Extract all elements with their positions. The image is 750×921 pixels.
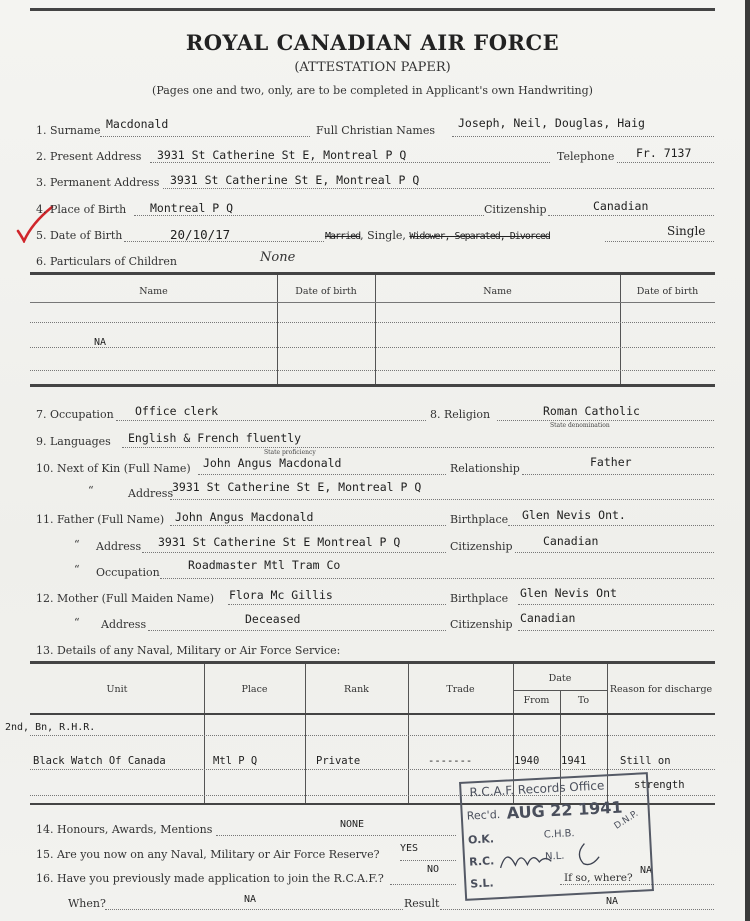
mother-citizenship-value: Canadian — [520, 611, 576, 625]
honours-value: NONE — [340, 819, 365, 830]
children-label: 6. Particulars of Children — [36, 255, 177, 268]
father-name-line — [170, 525, 446, 526]
marital-single-option: , Single, — [360, 229, 410, 242]
religion-line — [497, 420, 714, 421]
children-header-dob-1: Date of birth — [295, 286, 357, 297]
service-row-2-to: 1941 — [561, 755, 587, 767]
surname-label: 1. Surname — [36, 124, 101, 137]
service-table-top-rule — [30, 661, 715, 664]
stamp-nl-label: N.L. — [544, 850, 565, 863]
service-header-from: From — [523, 695, 550, 706]
marital-status-value: Single — [667, 224, 706, 238]
mother-birthplace-label: Birthplace — [450, 592, 509, 605]
form-instruction: (Pages one and two, only, are to be completed in Applicant's own Handwriting) — [152, 84, 593, 97]
father-citizenship-line — [515, 552, 714, 553]
service-row-2-unit: Black Watch Of Canada — [33, 755, 166, 767]
permanent-address-line — [163, 188, 714, 189]
reserve-value: YES — [400, 843, 419, 854]
father-name-value: John Angus Macdonald — [175, 510, 314, 524]
next-of-kin-label: 10. Next of Kin (Full Name) — [36, 462, 191, 475]
stamp-ok-label: O.K. — [467, 832, 495, 847]
religion-label: 8. Religion — [430, 408, 491, 421]
ditto-mark: “ — [74, 563, 80, 576]
service-row-3-reason: strength — [634, 779, 685, 791]
page-edge — [745, 0, 750, 921]
service-header-date: Date — [548, 673, 572, 684]
marital-struck-other: Widower, Separated, Divorced — [409, 231, 550, 242]
surname-line — [100, 136, 310, 137]
children-row-line — [30, 347, 715, 348]
place-of-birth-value: Montreal P Q — [150, 201, 234, 215]
present-address-label: 2. Present Address — [36, 150, 142, 163]
mother-birthplace-line — [518, 604, 714, 605]
citizenship-line — [548, 215, 714, 216]
children-row-line — [30, 322, 715, 323]
records-office-stamp — [459, 772, 654, 901]
signature-scribble-icon — [494, 831, 636, 878]
ditto-mark: “ — [74, 538, 80, 551]
if-so-where-value: NA — [640, 865, 653, 876]
previous-application-value: NO — [427, 864, 440, 875]
occupation-value: Office clerk — [135, 404, 219, 418]
mother-address-value: Deceased — [245, 612, 301, 626]
children-row-line — [30, 370, 715, 371]
nok-address-line — [170, 499, 714, 500]
service-header-place: Place — [241, 684, 268, 695]
nok-address-value: 3931 St Catherine St E, Montreal P Q — [172, 480, 422, 494]
telephone-value: Fr. 7137 — [636, 146, 692, 160]
marital-line — [605, 241, 714, 242]
mother-citizenship-label: Citizenship — [450, 618, 513, 631]
relationship-value: Father — [590, 455, 632, 469]
children-header-name-2: Name — [483, 286, 512, 297]
father-occupation-line — [160, 578, 714, 579]
children-table-top-rule — [30, 272, 715, 275]
date-subheader-rule — [513, 690, 607, 691]
service-label: 13. Details of any Naval, Military or Air Force Service: — [36, 644, 341, 657]
previous-application-line — [390, 884, 456, 885]
father-birthplace-value: Glen Nevis Ont. — [522, 508, 626, 522]
father-name-label: 11. Father (Full Name) — [36, 513, 165, 526]
service-header-to: To — [577, 695, 590, 706]
stamp-received-label: Rec'd. — [466, 807, 501, 823]
form-subtitle: (ATTESTATION PAPER) — [294, 60, 451, 75]
christian-names-label: Full Christian Names — [316, 124, 436, 137]
place-of-birth-line — [134, 215, 484, 216]
place-of-birth-label: 4. Place of Birth — [36, 203, 127, 216]
children-header-dob-2: Date of birth — [636, 286, 699, 297]
father-birthplace-label: Birthplace — [450, 513, 509, 526]
marital-options — [325, 229, 550, 242]
surname-value: Macdonald — [106, 117, 169, 131]
marital-struck-married: Married — [325, 231, 361, 242]
form-title: ROYAL CANADIAN AIR FORCE — [185, 30, 560, 55]
top-rule — [30, 8, 715, 11]
result-line — [440, 909, 714, 910]
reserve-line — [400, 860, 456, 861]
stamp-office: R.C.A.F. Records Office — [469, 778, 605, 800]
languages-hint: State proficiency — [264, 449, 316, 456]
honours-label: 14. Honours, Awards, Mentions — [36, 823, 213, 836]
religion-hint: State denomination — [550, 422, 610, 429]
mother-name-label: 12. Mother (Full Maiden Name) — [36, 592, 215, 605]
children-header-rule — [30, 302, 715, 303]
permanent-address-label: 3. Permanent Address — [36, 176, 160, 189]
mother-address-label: Address — [101, 618, 147, 631]
when-value: NA — [244, 894, 257, 905]
citizenship-value: Canadian — [593, 199, 649, 213]
service-row-2-trade: ------- — [428, 755, 473, 767]
if-so-where-label: If so, where? — [564, 872, 633, 884]
occupation-label: 7. Occupation — [36, 408, 114, 421]
christian-names-line — [452, 136, 714, 137]
mother-name-line — [228, 604, 446, 605]
father-citizenship-value: Canadian — [543, 534, 599, 548]
mother-birthplace-value: Glen Nevis Ont — [520, 586, 617, 600]
father-birthplace-line — [508, 525, 714, 526]
languages-line — [122, 447, 714, 448]
when-label: When? — [68, 897, 106, 910]
present-address-value: 3931 St Catherine St E, Montreal P Q — [157, 148, 407, 162]
telephone-line — [617, 162, 714, 163]
present-address-line — [150, 162, 550, 163]
languages-label: 9. Languages — [36, 435, 111, 448]
nok-address-label: Address — [128, 487, 174, 500]
stamp-rc-label: R.C. — [468, 854, 495, 869]
next-of-kin-line — [198, 474, 446, 475]
result-label: Result — [404, 897, 440, 910]
mother-name-value: Flora Mc Gillis — [229, 588, 333, 602]
occupation-line — [116, 420, 426, 421]
service-row-2-place: Mtl P Q — [213, 755, 258, 767]
relationship-label: Relationship — [450, 462, 520, 475]
permanent-address-value: 3931 St Catherine St E, Montreal P Q — [170, 173, 420, 187]
date-of-birth-label: 5. Date of Birth — [36, 229, 123, 242]
service-row-2-rank: Private — [316, 755, 361, 767]
mother-address-line — [148, 630, 446, 631]
children-value: None — [260, 250, 296, 265]
service-header-rule — [30, 713, 715, 715]
children-table-bottom-rule — [30, 384, 715, 387]
ditto-mark: “ — [74, 616, 80, 629]
religion-value: Roman Catholic — [543, 404, 640, 418]
stamp-chb-label: C.H.B. — [543, 828, 575, 841]
father-address-value: 3931 St Catherine St E Montreal P Q — [158, 535, 401, 549]
when-line — [105, 909, 403, 910]
christian-names-value: Joseph, Neil, Douglas, Haig — [458, 116, 645, 130]
service-header-trade: Trade — [446, 684, 475, 695]
service-row-1-unit: 2nd, Bn, R.H.R. — [5, 722, 96, 733]
father-occupation-label: Occupation — [96, 566, 160, 579]
children-header-name-1: Name — [139, 286, 168, 297]
result-value: NA — [606, 896, 619, 907]
father-address-label: Address — [96, 540, 142, 553]
service-header-unit: Unit — [106, 684, 128, 695]
service-row-line — [30, 735, 715, 736]
reserve-label: 15. Are you now on any Naval, Military or Air Force Reserve? — [36, 848, 380, 861]
previous-application-label: 16. Have you previously made application to join the R.C.A.F.? — [36, 872, 384, 885]
stamp-initials: D.N.P. — [612, 808, 641, 832]
children-entry: NA — [94, 337, 107, 348]
honours-line — [216, 835, 456, 836]
service-header-reason: Reason for discharge — [609, 684, 713, 695]
languages-value: English & French fluently — [128, 431, 302, 445]
father-citizenship-label: Citizenship — [450, 540, 513, 553]
stamp-sl-label: S.L. — [470, 876, 494, 891]
father-occupation-value: Roadmaster Mtl Tram Co — [188, 558, 341, 572]
ditto-mark: “ — [88, 484, 94, 497]
stamp-date: AUG 22 1941 — [506, 797, 623, 823]
telephone-label: Telephone — [557, 150, 615, 163]
relationship-line — [522, 474, 714, 475]
father-address-line — [142, 552, 446, 553]
service-row-line — [30, 769, 715, 770]
citizenship-label: Citizenship — [484, 203, 547, 216]
next-of-kin-value: John Angus Macdonald — [203, 456, 342, 470]
date-of-birth-value: 20/10/17 — [170, 227, 231, 242]
service-row-2-from: 1940 — [514, 755, 540, 767]
service-row-2-reason: Still on — [620, 755, 671, 767]
mother-citizenship-line — [518, 630, 714, 631]
service-header-rank: Rank — [344, 684, 369, 695]
